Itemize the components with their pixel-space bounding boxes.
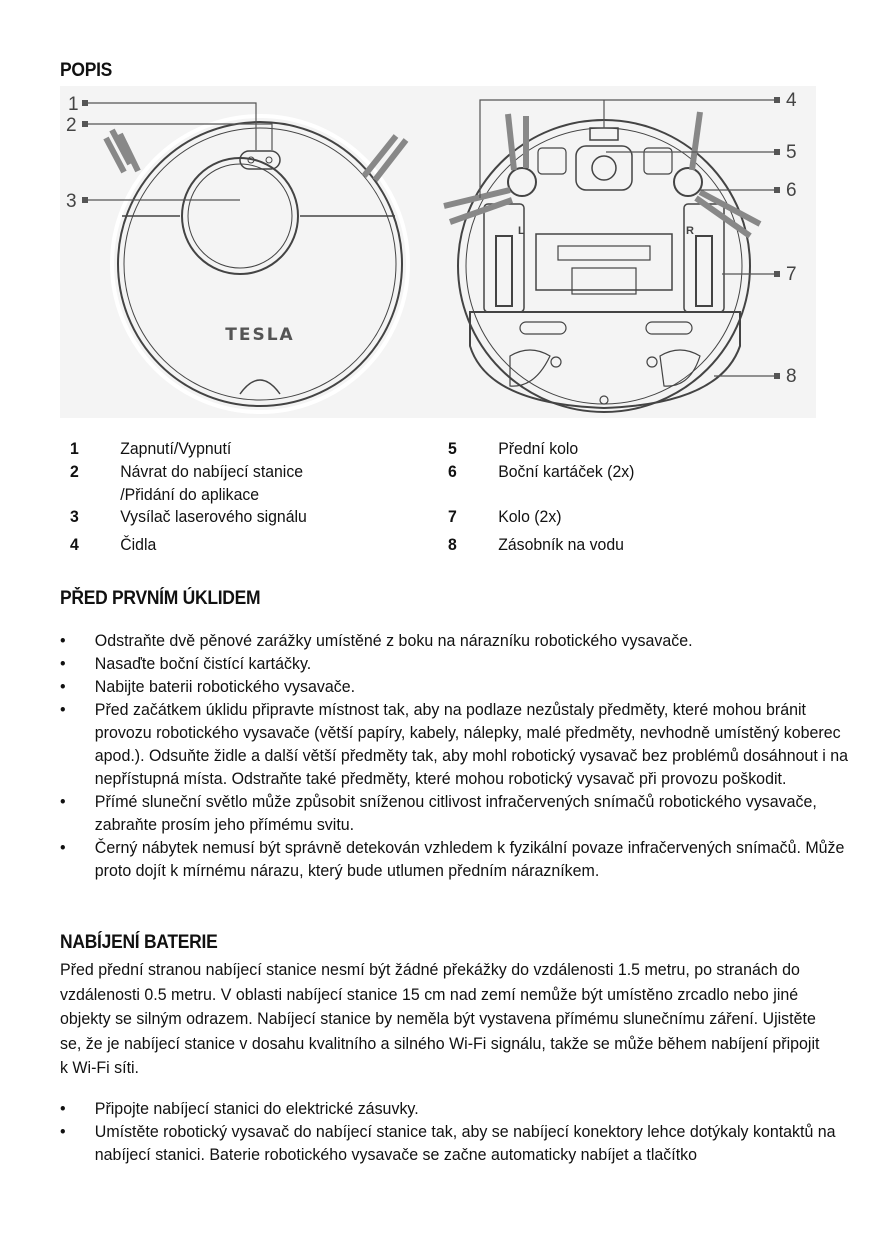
callout-5: 5	[786, 142, 797, 163]
callout-3: 3	[66, 191, 77, 212]
section-title-popis: POPIS	[60, 60, 113, 81]
brand-logo: TESLA	[225, 325, 295, 345]
callout-8: 8	[786, 366, 797, 387]
wheel-label-right: R	[686, 225, 694, 237]
charging-list	[60, 1097, 836, 1166]
list-item: • Odstraňte dvě pěnové zarážky umístěné z boku na nárazníku robotického vysavače.	[60, 629, 852, 652]
callout-1: 1	[68, 94, 79, 115]
list-item: • Nabijte baterii robotického vysavače.	[60, 675, 852, 698]
parts-legend: 1 Zapnutí/Vypnutí 2 Návrat do nabíjecí stanice /Přidání do aplikace 3 Vysílač laserového signálu 4 Čidla 5 Přední kolo 6 Boční kartáček (2x) 7 Kolo (2x) 8 Zásobník na vodu	[70, 439, 635, 554]
section-title-nabijeni-baterie: NABÍJENÍ BATERIE	[60, 932, 218, 953]
wheel-label-left: L	[518, 225, 525, 237]
list-item: • Umístěte robotický vysavač do nabíjecí stanice tak, aby se nabíjecí konektory lehce dotýkaly kontaktů na nabíjecí stanici. Baterie robotického vysavače se začne automaticky nabíjet a tlačítko	[60, 1120, 852, 1166]
callout-7: 7	[786, 264, 797, 285]
list-item: • Před začátkem úklidu připravte místnost tak, aby na podlaze nezůstaly předměty, které mohou bránit provozu robotického vysavače (větší papíry, kabely, nálepky, malé předměty, nevhodně umístěný koberec apod.). Odsuňte židle a další větší předměty tak, aby mohl robotický vysavač bez problémů dosáhnout i na nepřístupná místa. Odstraňte také předměty, které mohou robotický vysavač při provozu poškodit.	[60, 698, 852, 790]
charging-paragraph: Před přední stranou nabíjecí stanice nesmí být žádné překážky do vzdálenosti 1.5 metru, po stranách do vzdálenosti 0.5 metru. V oblasti nabíjecí stanice 15 cm nad zemí nemůže být umístěno zrcadlo nebo jiné objekty se silným odrazem. Nabíjecí stanice by neměla být vystavena přímému slunečnímu záření. Ujistěte se, že je nabíjecí stanice v dosahu kvalitního a silného Wi-Fi signálu, takže se může během nabíjení připojit k Wi-Fi síti.	[60, 960, 820, 1077]
list-item: • Připojte nabíjecí stanici do elektrické zásuvky.	[60, 1097, 852, 1120]
list-item: • Černý nábytek nemusí být správně detekován vzhledem k fyzikální povaze infračervených snímačů. Může proto dojít k mírnému nárazu, který bude utlumen předním nárazníkem.	[60, 836, 852, 882]
list-item: • Přímé sluneční světlo může způsobit sníženou citlivost infračervených snímačů robotického vysavače, zabraňte prosím jeho přímému svitu.	[60, 790, 852, 836]
preparation-list	[60, 629, 849, 882]
robot-vacuum-diagram	[60, 86, 816, 418]
callout-6: 6	[786, 180, 797, 201]
callout-2: 2	[66, 115, 77, 136]
section-title-pred-prvnim-uklidem: PŘED PRVNÍM ÚKLIDEM	[60, 588, 261, 609]
callout-4: 4	[786, 90, 797, 111]
list-item: • Nasaďte boční čistící kartáčky.	[60, 652, 852, 675]
